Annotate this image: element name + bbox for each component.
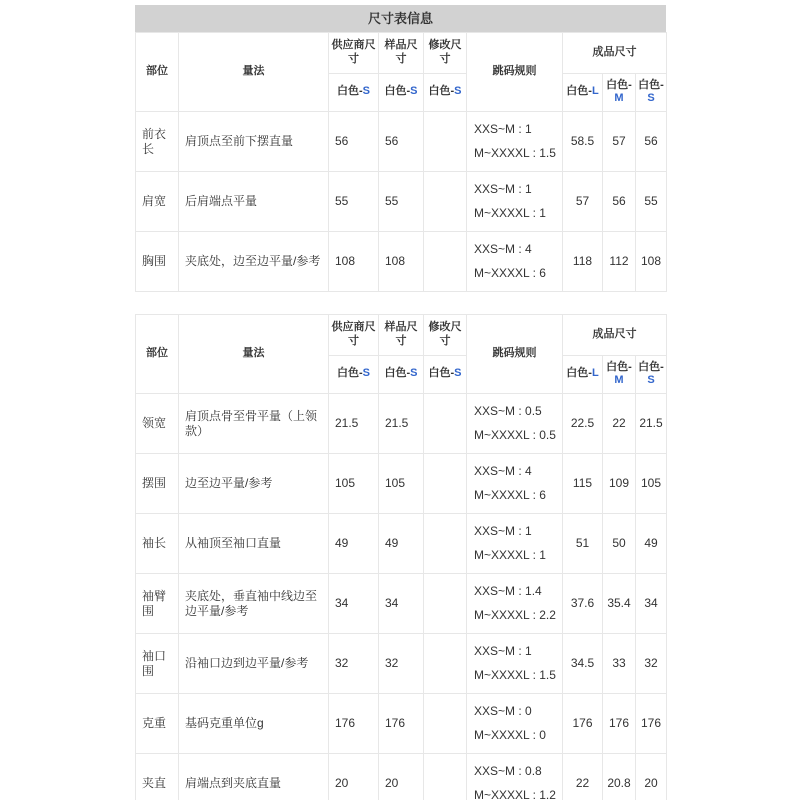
part-cell: 肩宽 [136,172,179,232]
sample-size-cell: 105 [379,454,424,514]
finished-size-l-cell: 37.6 [563,574,603,634]
size-chart-title: 尺寸表信息 [135,5,666,32]
method-cell: 沿袖口边到边平量/参考 [179,634,329,694]
part-cell: 胸围 [136,232,179,292]
part-cell: 袖口围 [136,634,179,694]
jump-rule-cell [467,694,563,754]
size-chart-area [135,0,666,800]
color-label: 白色- [606,78,632,91]
color-label: 白色- [566,367,592,380]
table-row [136,232,667,292]
column-header-part: 部位 [136,33,179,112]
jump-rule-line-1: XXS~M : 4 [474,242,532,256]
table-row [136,574,667,634]
size-table-2 [135,314,667,800]
jump-rule-line-2: M~XXXXL : 1.5 [474,146,556,160]
supplier-size-cell: 49 [329,514,379,574]
finished-color-size-s [636,73,667,112]
part-cell: 克重 [136,694,179,754]
method-cell: 后肩端点平量 [179,172,329,232]
method-cell: 基码克重单位g [179,694,329,754]
sample-size-cell: 20 [379,754,424,800]
size-letter-s: S [362,367,370,380]
size-letter-l: L [591,85,599,98]
part-cell: 前衣长 [136,112,179,172]
jump-rule-line-1: XXS~M : 1.4 [474,584,542,598]
size-table-2-body [136,394,667,800]
jump-rule-line-1: XXS~M : 1 [474,524,532,538]
size-letter-s: S [647,374,655,387]
column-header-part: 部位 [136,315,179,394]
column-header-sample-size: 样品尺寸 [379,33,424,74]
color-label: 白色- [606,360,632,373]
method-cell: 肩顶点至前下摆直量 [179,112,329,172]
color-label: 白色- [384,367,411,380]
modified-color-size-s [424,355,467,394]
finished-size-l-cell: 176 [563,694,603,754]
modified-size-cell [424,172,467,232]
jump-rule-line-1: XXS~M : 0.5 [474,404,542,418]
finished-size-l-cell: 22 [563,754,603,800]
finished-size-l-cell: 118 [563,232,603,292]
method-cell: 从袖顶至袖口直量 [179,514,329,574]
modified-size-cell [424,112,467,172]
size-table-header [136,33,667,112]
finished-size-s-cell: 176 [636,694,667,754]
supplier-size-cell: 34 [329,574,379,634]
finished-size-m-cell: 20.8 [603,754,636,800]
finished-color-size-l [563,355,603,394]
jump-rule-line-1: XXS~M : 4 [474,464,532,478]
supplier-size-cell: 108 [329,232,379,292]
table-row [136,634,667,694]
finished-size-l-cell: 34.5 [563,634,603,694]
finished-size-l-cell: 57 [563,172,603,232]
part-cell: 摆围 [136,454,179,514]
column-header-supplier-size: 供应商尺寸 [329,315,379,356]
size-letter-m: M [614,92,624,105]
color-label: 白色- [428,85,455,98]
jump-rule-cell [467,394,563,454]
modified-size-cell [424,754,467,800]
sample-size-cell: 56 [379,112,424,172]
jump-rule-line-2: M~XXXXL : 1.5 [474,668,556,682]
column-header-sample-size: 样品尺寸 [379,315,424,356]
table-row [136,172,667,232]
finished-size-m-cell: 33 [603,634,636,694]
jump-rule-cell [467,574,563,634]
finished-size-s-cell: 20 [636,754,667,800]
finished-size-m-cell: 56 [603,172,636,232]
supplier-size-cell: 105 [329,454,379,514]
sample-size-cell: 55 [379,172,424,232]
method-cell: 肩顶点骨至骨平量（上领款） [179,394,329,454]
sample-color-size-s [379,73,424,112]
finished-size-s-cell: 32 [636,634,667,694]
column-header-modified-size: 修改尺寸 [424,33,467,74]
modified-size-cell [424,694,467,754]
table-row [136,394,667,454]
jump-rule-cell [467,634,563,694]
finished-color-size-m [603,355,636,394]
jump-rule-line-2: M~XXXXL : 0.5 [474,428,556,442]
color-label: 白色- [336,85,363,98]
jump-rule-cell [467,232,563,292]
method-cell: 夹底处，垂直袖中线边至边平量/参考 [179,574,329,634]
jump-rule-line-2: M~XXXXL : 6 [474,266,546,280]
supplier-size-cell: 32 [329,634,379,694]
column-header-modified-size: 修改尺寸 [424,315,467,356]
finished-size-s-cell: 108 [636,232,667,292]
modified-size-cell [424,232,467,292]
table-row [136,112,667,172]
sample-size-cell: 21.5 [379,394,424,454]
column-header-supplier-size: 供应商尺寸 [329,33,379,74]
modified-size-cell [424,454,467,514]
jump-rule-line-1: XXS~M : 1 [474,182,532,196]
column-header-finished-size: 成品尺寸 [563,33,667,74]
color-label: 白色- [566,85,592,98]
modified-size-cell [424,514,467,574]
finished-size-l-cell: 22.5 [563,394,603,454]
jump-rule-line-2: M~XXXXL : 0 [474,728,546,742]
sample-size-cell: 49 [379,514,424,574]
finished-size-l-cell: 58.5 [563,112,603,172]
modified-size-cell [424,574,467,634]
column-header-method: 量法 [179,33,329,112]
jump-rule-line-1: XXS~M : 0 [474,704,532,718]
size-table-1-body [136,112,667,292]
jump-rule-line-1: XXS~M : 0.8 [474,764,542,778]
column-header-jump-rule: 跳码规则 [467,33,563,112]
sample-color-size-s [379,355,424,394]
finished-size-l-cell: 115 [563,454,603,514]
finished-size-m-cell: 57 [603,112,636,172]
sample-size-cell: 108 [379,232,424,292]
finished-size-s-cell: 55 [636,172,667,232]
jump-rule-line-2: M~XXXXL : 1.2 [474,788,556,800]
finished-size-l-cell: 51 [563,514,603,574]
modified-color-size-s [424,73,467,112]
modified-size-cell [424,394,467,454]
size-letter-s: S [454,367,462,380]
column-header-finished-size: 成品尺寸 [563,315,667,356]
color-label: 白色- [336,367,363,380]
supplier-size-cell: 55 [329,172,379,232]
size-letter-s: S [410,85,418,98]
part-cell: 袖臂围 [136,574,179,634]
method-cell: 肩端点到夹底直量 [179,754,329,800]
jump-rule-line-2: M~XXXXL : 1 [474,206,546,220]
finished-size-m-cell: 22 [603,394,636,454]
jump-rule-line-2: M~XXXXL : 1 [474,548,546,562]
jump-rule-cell [467,754,563,800]
supplier-size-cell: 176 [329,694,379,754]
jump-rule-cell [467,172,563,232]
sample-size-cell: 34 [379,574,424,634]
method-cell: 边至边平量/参考 [179,454,329,514]
finished-color-size-m [603,73,636,112]
part-cell: 领宽 [136,394,179,454]
table-row [136,454,667,514]
finished-size-m-cell: 112 [603,232,636,292]
finished-size-m-cell: 35.4 [603,574,636,634]
jump-rule-line-2: M~XXXXL : 6 [474,488,546,502]
part-cell: 夹直 [136,754,179,800]
supplier-size-cell: 56 [329,112,379,172]
finished-size-m-cell: 176 [603,694,636,754]
finished-color-size-s [636,355,667,394]
part-cell: 袖长 [136,514,179,574]
color-label: 白色- [384,85,411,98]
color-label: 白色- [638,360,664,373]
supplier-color-size-s [329,73,379,112]
table-row [136,754,667,800]
jump-rule-line-2: M~XXXXL : 2.2 [474,608,556,622]
jump-rule-line-1: XXS~M : 1 [474,644,532,658]
finished-color-size-l [563,73,603,112]
supplier-color-size-s [329,355,379,394]
supplier-size-cell: 21.5 [329,394,379,454]
size-letter-m: M [614,374,624,387]
color-label: 白色- [638,78,664,91]
size-table-header [136,315,667,394]
jump-rule-cell [467,454,563,514]
sample-size-cell: 32 [379,634,424,694]
size-table-1 [135,32,667,292]
size-letter-s: S [454,85,462,98]
jump-rule-cell [467,514,563,574]
finished-size-s-cell: 34 [636,574,667,634]
finished-size-s-cell: 21.5 [636,394,667,454]
method-cell: 夹底处，边至边平量/参考 [179,232,329,292]
sample-size-cell: 176 [379,694,424,754]
jump-rule-cell [467,112,563,172]
finished-size-s-cell: 49 [636,514,667,574]
supplier-size-cell: 20 [329,754,379,800]
column-header-method: 量法 [179,315,329,394]
size-letter-s: S [410,367,418,380]
finished-size-m-cell: 109 [603,454,636,514]
size-letter-s: S [362,85,370,98]
modified-size-cell [424,634,467,694]
finished-size-m-cell: 50 [603,514,636,574]
size-letter-l: L [591,367,599,380]
column-header-jump-rule: 跳码规则 [467,315,563,394]
table-row [136,514,667,574]
jump-rule-line-1: XXS~M : 1 [474,122,532,136]
finished-size-s-cell: 105 [636,454,667,514]
finished-size-s-cell: 56 [636,112,667,172]
size-letter-s: S [647,92,655,105]
color-label: 白色- [428,367,455,380]
table-row [136,694,667,754]
